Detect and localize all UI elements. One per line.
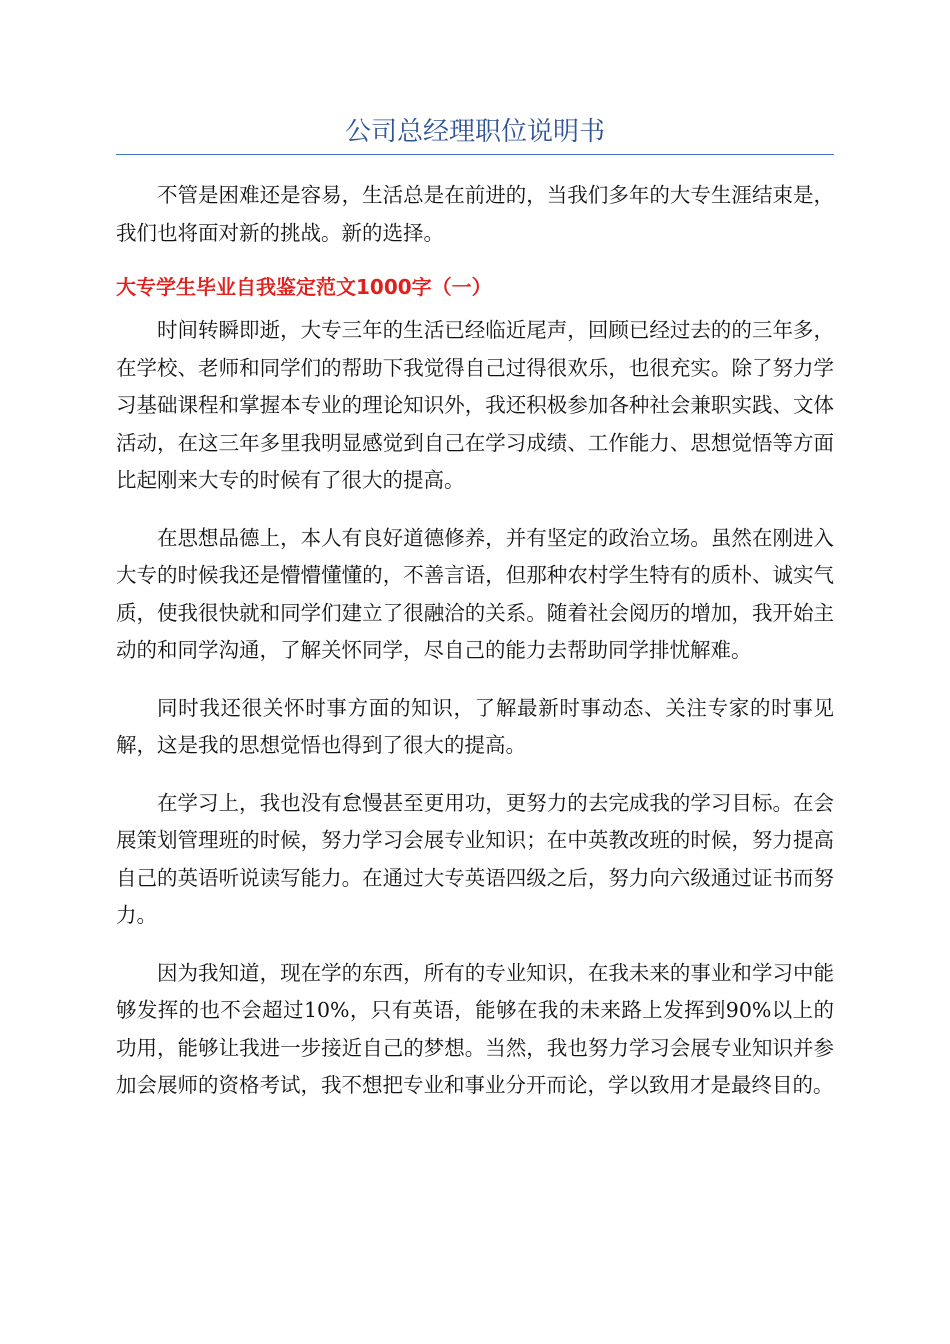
body-paragraph-3: 同时我还很关怀时事方面的知识，了解最新时事动态、关注专家的时事见解，这是我的思想觉悟也得到了很大的提高。: [116, 695, 834, 757]
body-paragraph-2: 在思想品德上，本人有良好道德修养，并有坚定的政治立场。虽然在刚进入大专的时候我还是懵懵懂懂的，不善言语，但那种农村学生特有的质朴、诚实气质，使我很快就和同学们建立了很融洽的关系。随着社会阅历的增加，我开始主动的和同学沟通，了解关怀同学，尽自己的能力去帮助同学排忧解难。: [116, 525, 834, 662]
title-underline: [116, 154, 834, 155]
intro-paragraph: 不管是困难还是容易，生活总是在前进的，当我们多年的大专生涯结束是，我们也将面对新的挑战。新的选择。: [116, 183, 834, 245]
body-paragraph-4: 在学习上，我也没有怠慢甚至更用功，更努力的去完成我的学习目标。在会展策划管理班的时候，努力学习会展专业知识；在中英教改班的时候，努力提高自己的英语听说读写能力。在通过大专英语四级之后，努力向六级通过证书而努力。: [116, 790, 834, 927]
document-page: [116, 112, 834, 1125]
body-paragraph-1: 时间转瞬即逝，大专三年的生活已经临近尾声，回顾已经过去的的三年多，在学校、老师和同学们的帮助下我觉得自己过得很欢乐，也很充实。除了努力学习基础课程和掌握本专业的理论知识外，我还积极参加各种社会兼职实践、文体活动，在这三年多里我明显感觉到自己在学习成绩、工作能力、思想觉悟等方面比起刚来大专的时候有了很大的提高。: [116, 318, 834, 492]
document-title: 公司总经理职位说明书: [344, 117, 605, 147]
section-heading: 大专学生毕业自我鉴定范文1000字（一）: [116, 275, 492, 299]
body-paragraph-5: 因为我知道，现在学的东西，所有的专业知识，在我未来的事业和学习中能够发挥的也不会超过10%，只有英语，能够在我的未来路上发挥到90%以上的功用，能够让我进一步接近自己的梦想。当然，我也努力学习会展专业知识并参加会展师的资格考试，我不想把专业和事业分开而论，学以致用才是最终目的。: [116, 960, 834, 1097]
